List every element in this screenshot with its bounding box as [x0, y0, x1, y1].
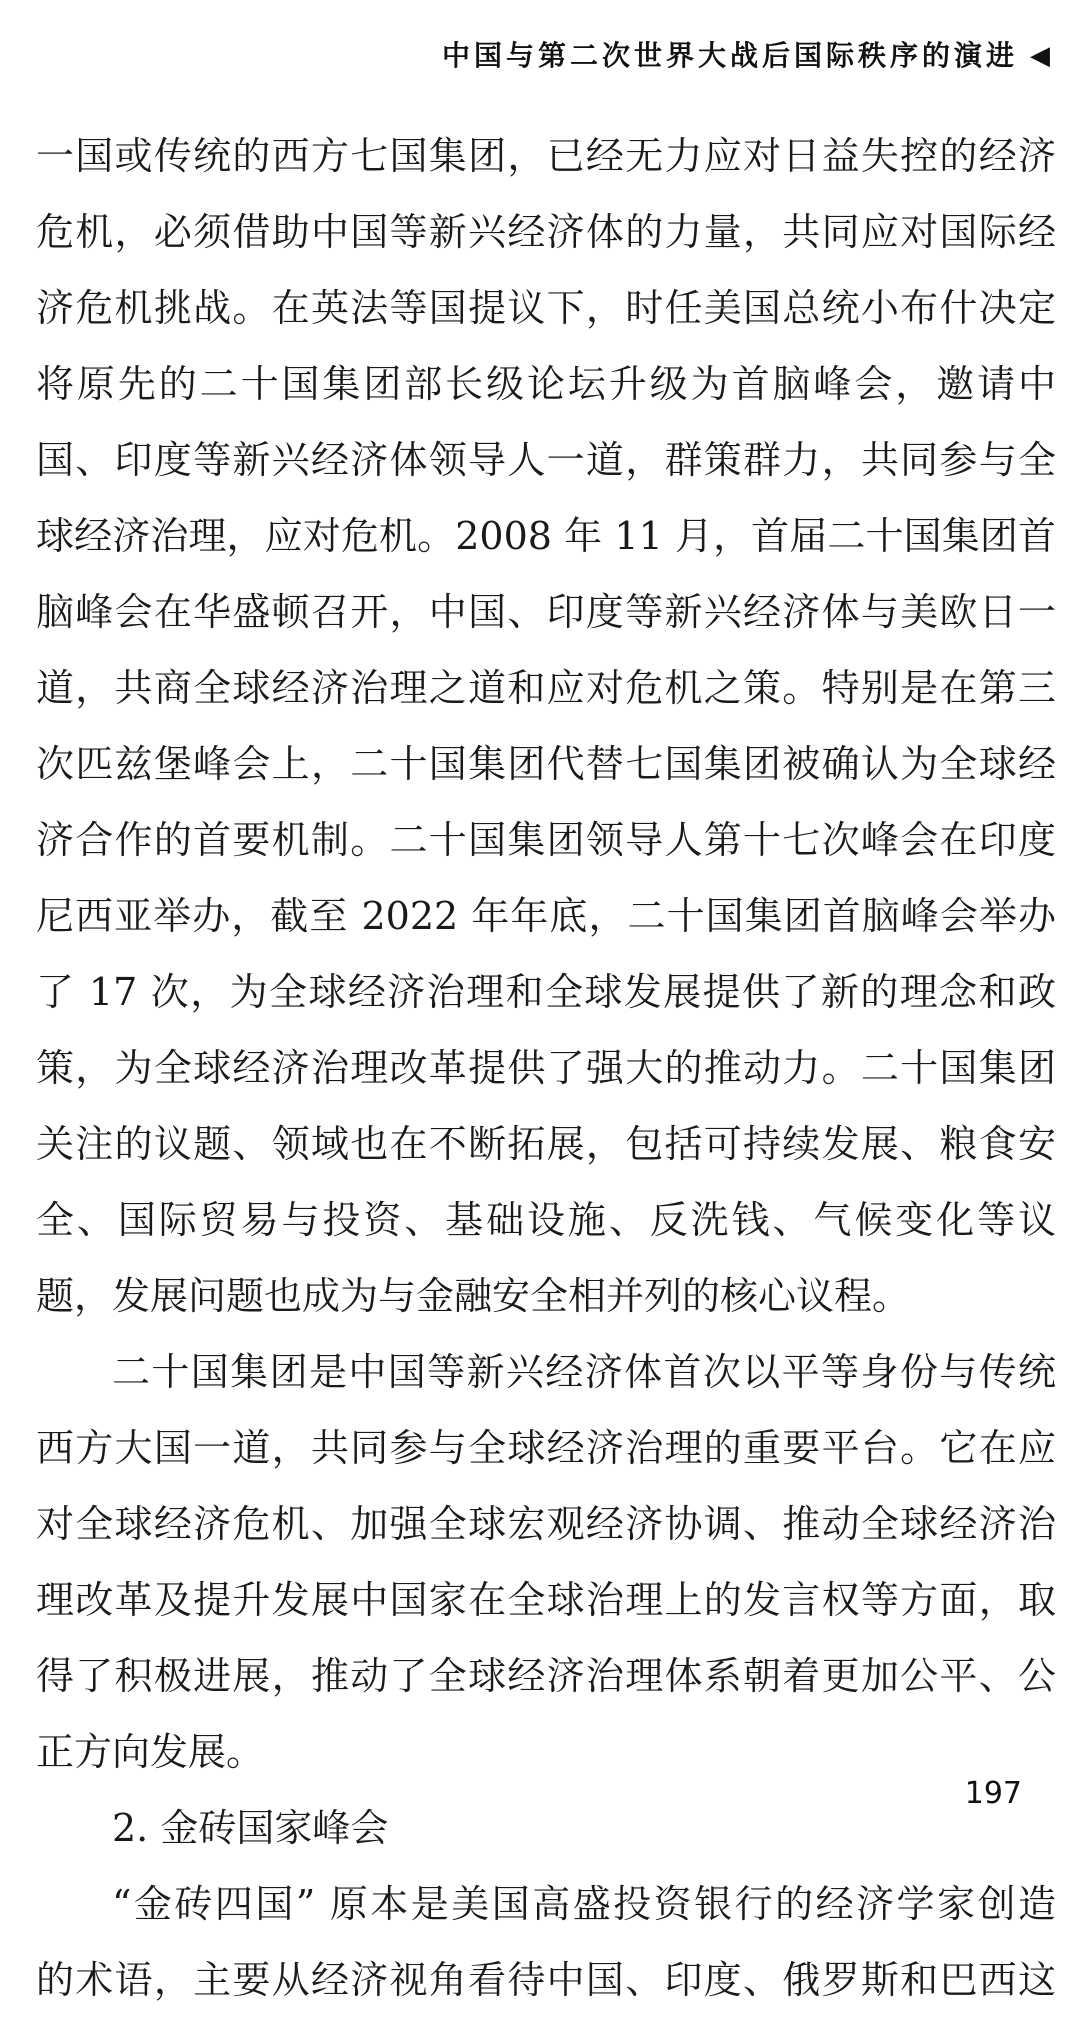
text-line: 脑峰会在华盛顿召开，中国、印度等新兴经济体与美欧日一	[36, 590, 1056, 634]
text-line: 国、印度等新兴经济体领导人一道，群策群力，共同参与全	[36, 438, 1056, 482]
text-line: 道，共商全球经济治理之道和应对危机之策。特别是在第三	[36, 666, 1056, 710]
text-line: 球经济治理，应对危机。2008 年 11 月，首届二十国集团首	[36, 514, 1056, 558]
text-line: 二十国集团是中国等新兴经济体首次以平等身份与传统	[112, 1350, 1056, 1394]
text-line: 得了积极进展，推动了全球经济治理体系朝着更加公平、公	[36, 1654, 1056, 1698]
text-line: 策，为全球经济治理改革提供了强大的推动力。二十国集团	[36, 1046, 1056, 1090]
text-line: 尼西亚举办，截至 2022 年年底，二十国集团首脑峰会举办	[36, 894, 1056, 938]
text-line: 了 17 次，为全球经济治理和全球发展提供了新的理念和政	[36, 970, 1056, 1014]
text-line: “金砖四国” 原本是美国高盛投资银行的经济学家创造	[112, 1882, 1056, 1926]
text-line: 的术语，主要从经济视角看待中国、印度、俄罗斯和巴西这	[36, 1958, 1056, 2002]
running-head	[0, 34, 1050, 74]
body-text	[36, 118, 1056, 2018]
text-line: 关注的议题、领域也在不断拓展，包括可持续发展、粮食安	[36, 1122, 1056, 1166]
text-line: 题，发展问题也成为与金融安全相并列的核心议程。	[36, 1274, 911, 1318]
text-line: 理改革及提升发展中国家在全球治理上的发言权等方面，取	[36, 1578, 1056, 1622]
text-line: 危机，必须借助中国等新兴经济体的力量，共同应对国际经	[36, 210, 1056, 254]
section-heading: 2. 金砖国家峰会	[112, 1806, 389, 1850]
text-line: 正方向发展。	[36, 1730, 265, 1774]
text-line: 次匹兹堡峰会上，二十国集团代替七国集团被确认为全球经	[36, 742, 1056, 786]
text-line: 济危机挑战。在英法等国提议下，时任美国总统小布什决定	[36, 286, 1056, 330]
text-line: 一国或传统的西方七国集团，已经无力应对日益失控的经济	[36, 134, 1056, 178]
text-line: 对全球经济危机、加强全球宏观经济协调、推动全球经济治	[36, 1502, 1056, 1546]
triangle-marker-icon: ◀	[1030, 41, 1050, 71]
page-number: 197	[964, 1776, 1022, 1811]
running-head-title: 中国与第二次世界大战后国际秩序的演进	[441, 39, 1018, 72]
text-line: 西方大国一道，共同参与全球经济治理的重要平台。它在应	[36, 1426, 1056, 1470]
text-line: 将原先的二十国集团部长级论坛升级为首脑峰会，邀请中	[36, 362, 1056, 406]
text-line: 济合作的首要机制。二十国集团领导人第十七次峰会在印度	[36, 818, 1056, 862]
text-line: 全、国际贸易与投资、基础设施、反洗钱、气候变化等议	[36, 1198, 1056, 1242]
